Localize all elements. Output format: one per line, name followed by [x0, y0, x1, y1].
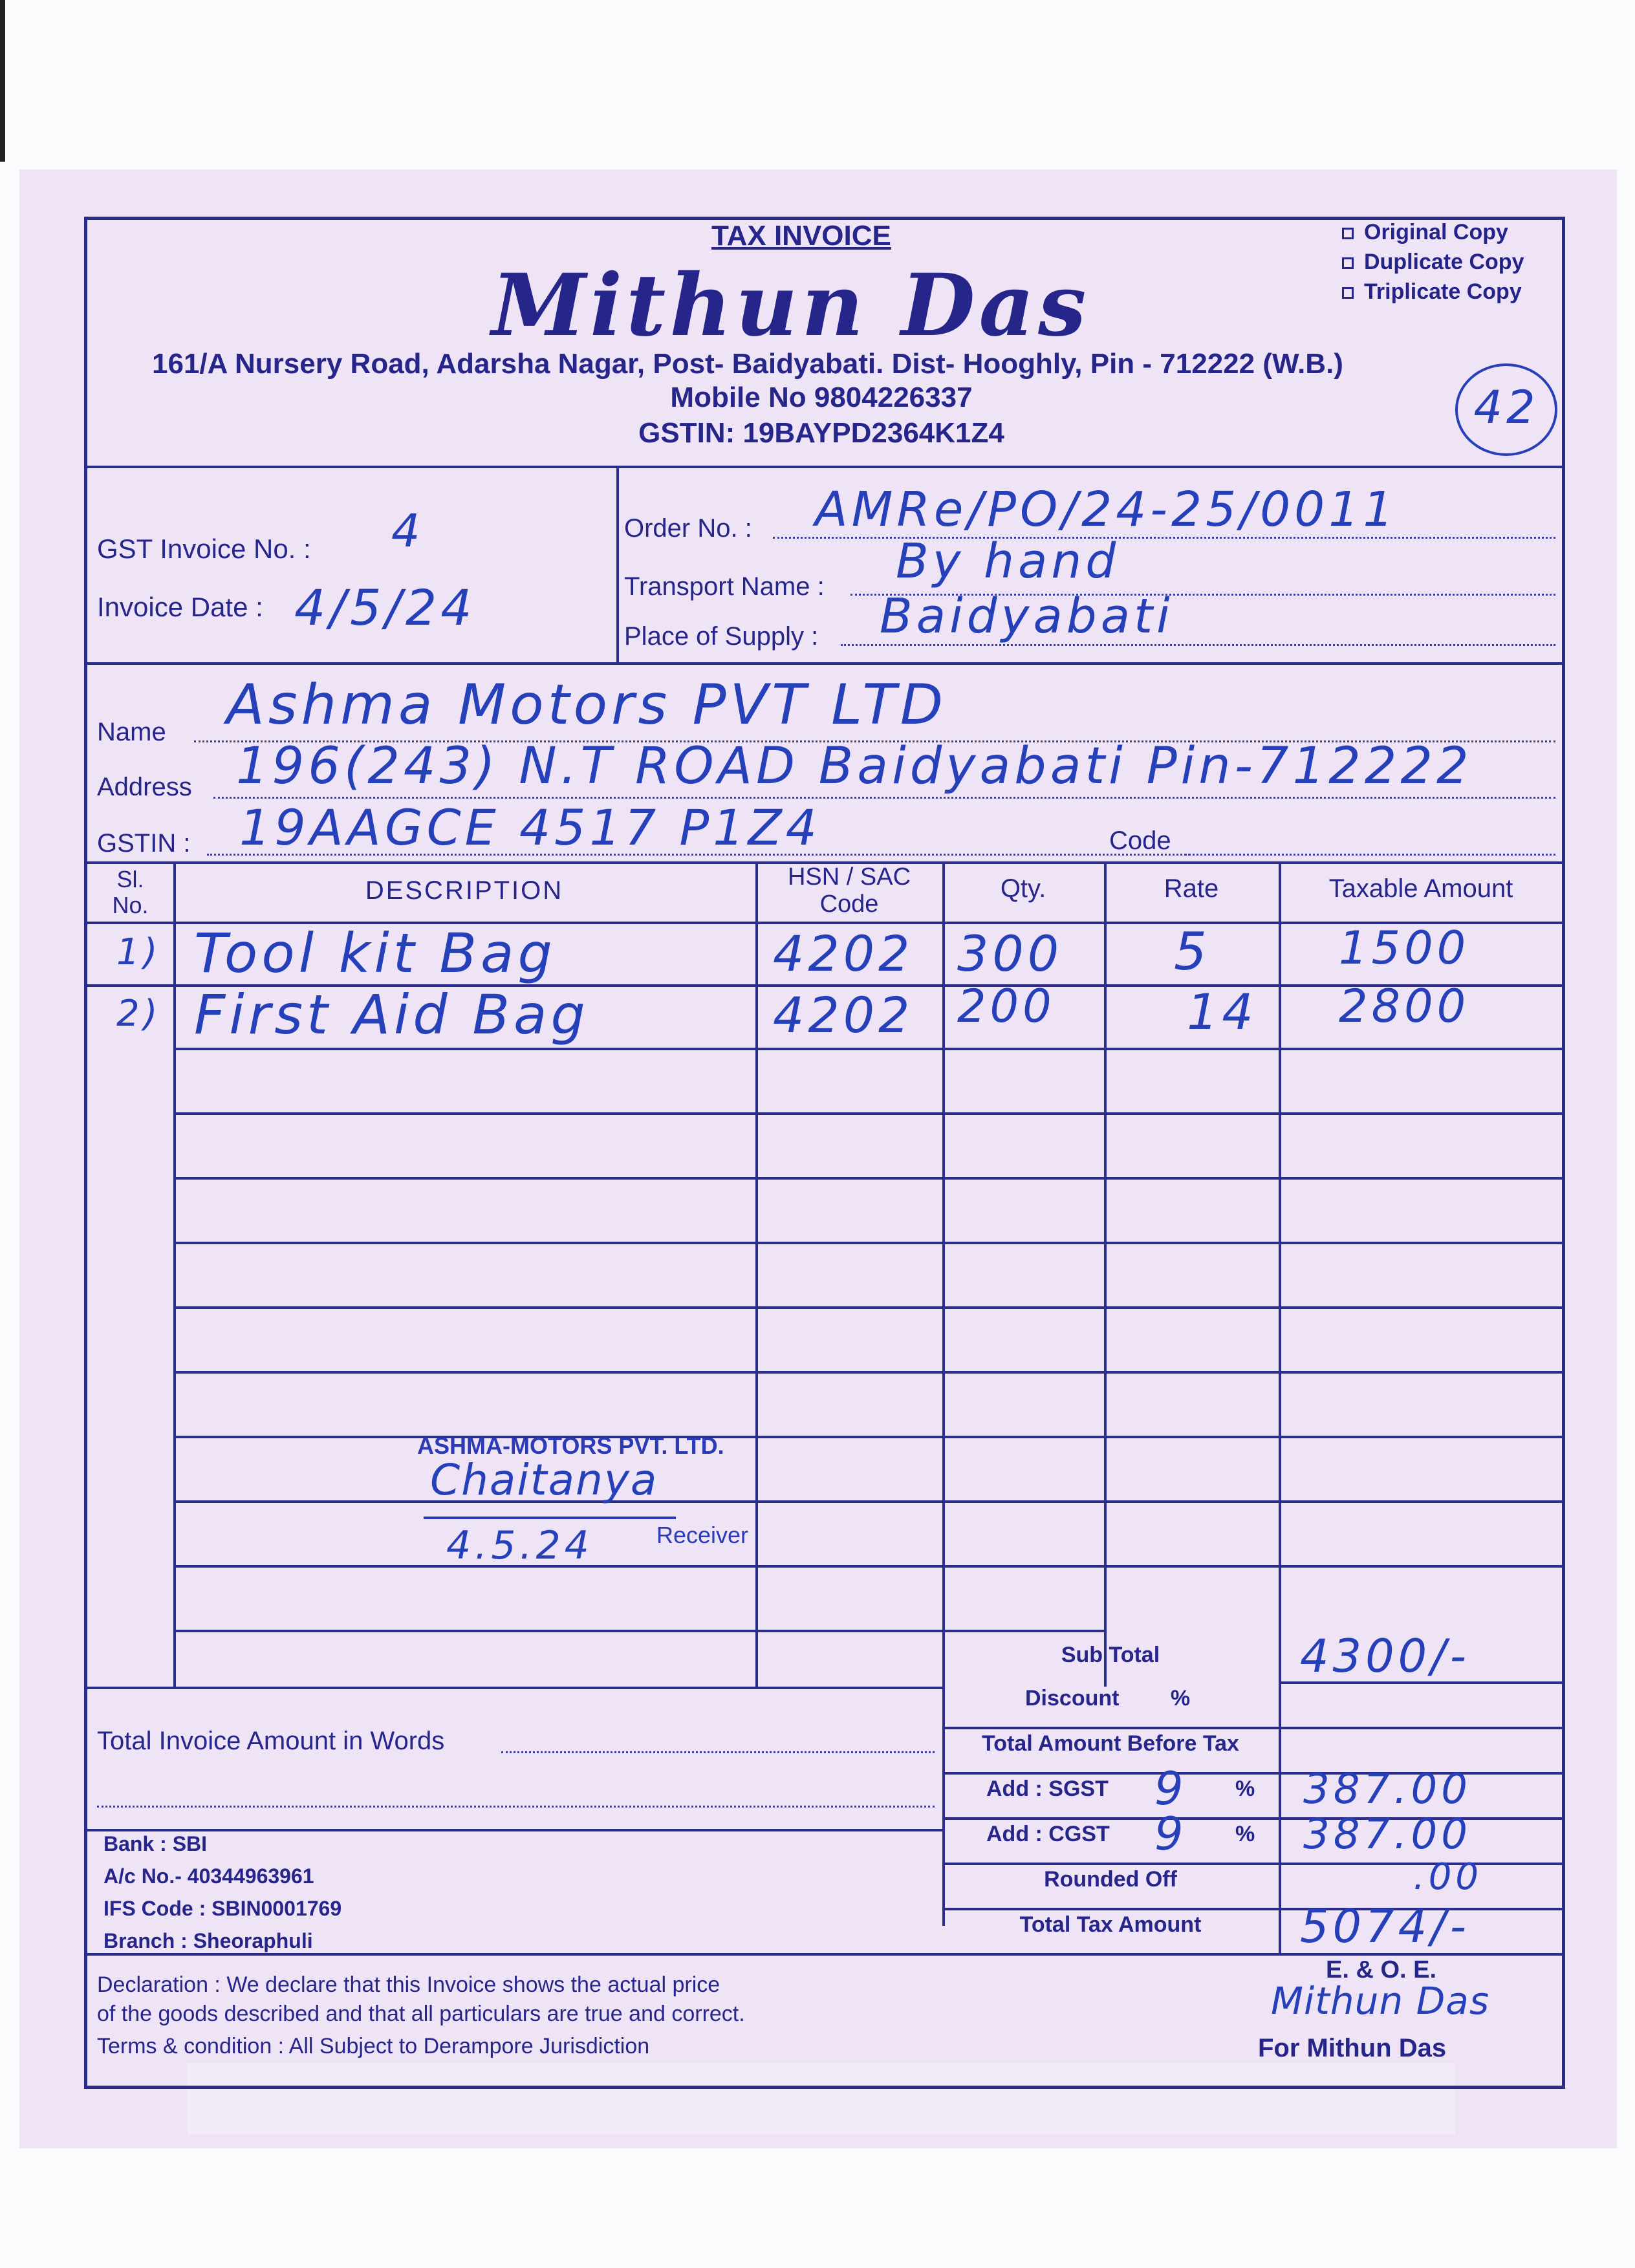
transport-name[interactable]: By hand [896, 534, 1120, 589]
invoice-date-label: Invoice Date : [97, 592, 263, 622]
rounded-label: Rounded Off [1044, 1867, 1177, 1892]
sgst-label: Add : SGST [986, 1777, 1109, 1801]
bank-account: A/c No.- 40344963961 [103, 1864, 314, 1888]
gst-invoice-no[interactable]: 4 [391, 504, 424, 557]
copy-original[interactable] [1342, 220, 1508, 245]
invoice-date[interactable]: 4/5/24 [294, 579, 476, 636]
receiver-sign-line [424, 1517, 676, 1519]
buyer-name-label: Name [97, 718, 166, 746]
sgst-value: 387.00 [1303, 1766, 1471, 1813]
row1-rate: 5 [1174, 922, 1211, 982]
row1-amount: 1500 [1339, 922, 1470, 975]
order-no-label: Order No. : [624, 514, 752, 543]
declaration-line2: of the goods described and that all particulars are true and correct. [97, 2002, 745, 2026]
total-tax-label: Total Tax Amount [1019, 1912, 1202, 1937]
receiver-stamp-company: ASHMA-MOTORS PVT. LTD. [417, 1432, 724, 1459]
for-label: For Mithun Das [1258, 2034, 1447, 2062]
terms-line: Terms & condition : All Subject to Derampore Jurisdiction [97, 2034, 650, 2058]
discount-label-text: Discount [1025, 1686, 1120, 1711]
row1-hsn: 4202 [773, 925, 914, 982]
words-label-text: Total Invoice Amount in Words [97, 1727, 445, 1755]
discount-percent: % [1170, 1686, 1191, 1711]
scan-edge-mark [0, 0, 5, 162]
buyer-gstin[interactable]: 19AAGCE 4517 P1Z4 [239, 799, 821, 856]
cgst-value: 387.00 [1303, 1811, 1471, 1859]
receiver-signature: Chaitanya [430, 1455, 658, 1505]
eoe-label: E. & O. E. [1326, 1956, 1437, 1983]
row2-hsn: 4202 [773, 986, 914, 1044]
checkbox-original[interactable] [1342, 228, 1354, 239]
copy-original-label: Original Copy [1364, 220, 1508, 244]
row2-qty: 200 [957, 980, 1056, 1033]
order-no[interactable]: AMRe/PO/24-25/0011 [815, 482, 1398, 537]
business-mobile: Mobile No 9804226337 [670, 382, 973, 413]
subtotal-label: Sub Total [1061, 1643, 1160, 1667]
row1-sl: 1) [116, 931, 162, 973]
receiver-label: Receiver [656, 1522, 749, 1548]
buyer-gstin-label: GSTIN : [97, 829, 191, 858]
before-tax-label: Total Amount Before Tax [982, 1731, 1239, 1756]
seller-signature: Mithun Das [1271, 1979, 1490, 2023]
copy-duplicate[interactable] [1342, 250, 1524, 275]
sgst-rate: 9 [1154, 1762, 1187, 1815]
bank-ifsc: IFS Code : SBIN0001769 [103, 1897, 342, 1920]
col-description: DESCRIPTION [365, 876, 564, 905]
cgst-percent: % [1235, 1822, 1255, 1846]
declaration-line1: Declaration : We declare that this Invoice shows the actual price [97, 1972, 720, 1997]
subtotal-value: 4300/- [1300, 1630, 1470, 1683]
row2-rate: 14 [1187, 983, 1257, 1041]
copy-duplicate-label: Duplicate Copy [1364, 250, 1524, 274]
business-address: 161/A Nursery Road, Adarsha Nagar, Post- Baidyabati. Dist- Hooghly, Pin - 712222 (W.B.) [152, 348, 1343, 380]
copy-triplicate-label: Triplicate Copy [1364, 279, 1522, 304]
col-sl-label: Sl. No. [112, 866, 149, 918]
row1-qty: 300 [957, 925, 1063, 982]
page-mark-circle [1455, 363, 1557, 456]
invoice-form [84, 217, 1565, 2089]
buyer-code-label: Code [1109, 826, 1171, 855]
col-hsn-label: HSN / SAC Code [787, 863, 911, 918]
place-of-supply[interactable]: Baidyabati [880, 589, 1174, 644]
copy-triplicate[interactable] [1342, 279, 1522, 305]
bank-name: Bank : SBI [103, 1832, 208, 1855]
business-gstin: GSTIN: 19BAYPD2364K1Z4 [638, 417, 1004, 449]
buyer-address-label: Address [97, 773, 192, 801]
receiver-date: 4.5.24 [446, 1523, 593, 1568]
rounded-value: .00 [1413, 1856, 1483, 1898]
row2-description: First Aid Bag [194, 983, 589, 1046]
cgst-rate: 9 [1154, 1808, 1187, 1861]
cgst-label: Add : CGST [986, 1822, 1110, 1846]
discount-label [1025, 1686, 1190, 1711]
doc-type-title: TAX INVOICE [711, 220, 891, 252]
total-tax-value: 5074/- [1300, 1900, 1470, 1953]
row2-amount: 2800 [1339, 980, 1470, 1033]
col-hsn [755, 863, 943, 918]
gst-invoice-label: GST Invoice No. : [97, 534, 311, 564]
buyer-address[interactable]: 196(243) N.T ROAD Baidyabati Pin-712222 [236, 737, 1473, 795]
transport-label: Transport Name : [624, 572, 825, 601]
col-rate: Rate [1164, 874, 1219, 903]
sgst-percent: % [1235, 1777, 1255, 1801]
buyer-name[interactable]: Ashma Motors PVT LTD [226, 673, 947, 737]
col-taxable-amount: Taxable Amount [1328, 874, 1513, 903]
business-name: Mithun Das [492, 255, 1090, 356]
row2-sl: 2) [116, 993, 162, 1035]
checkbox-duplicate[interactable] [1342, 257, 1354, 269]
words-label [97, 1727, 444, 1756]
col-sl-no [87, 867, 173, 918]
supply-label: Place of Supply : [624, 622, 819, 651]
bank-branch: Branch : Sheoraphuli [103, 1929, 313, 1952]
checkbox-triplicate[interactable] [1342, 287, 1354, 299]
page-mark: 42 [1473, 381, 1539, 434]
col-qty: Qty. [1000, 874, 1046, 903]
row1-description: Tool kit Bag [194, 922, 556, 985]
